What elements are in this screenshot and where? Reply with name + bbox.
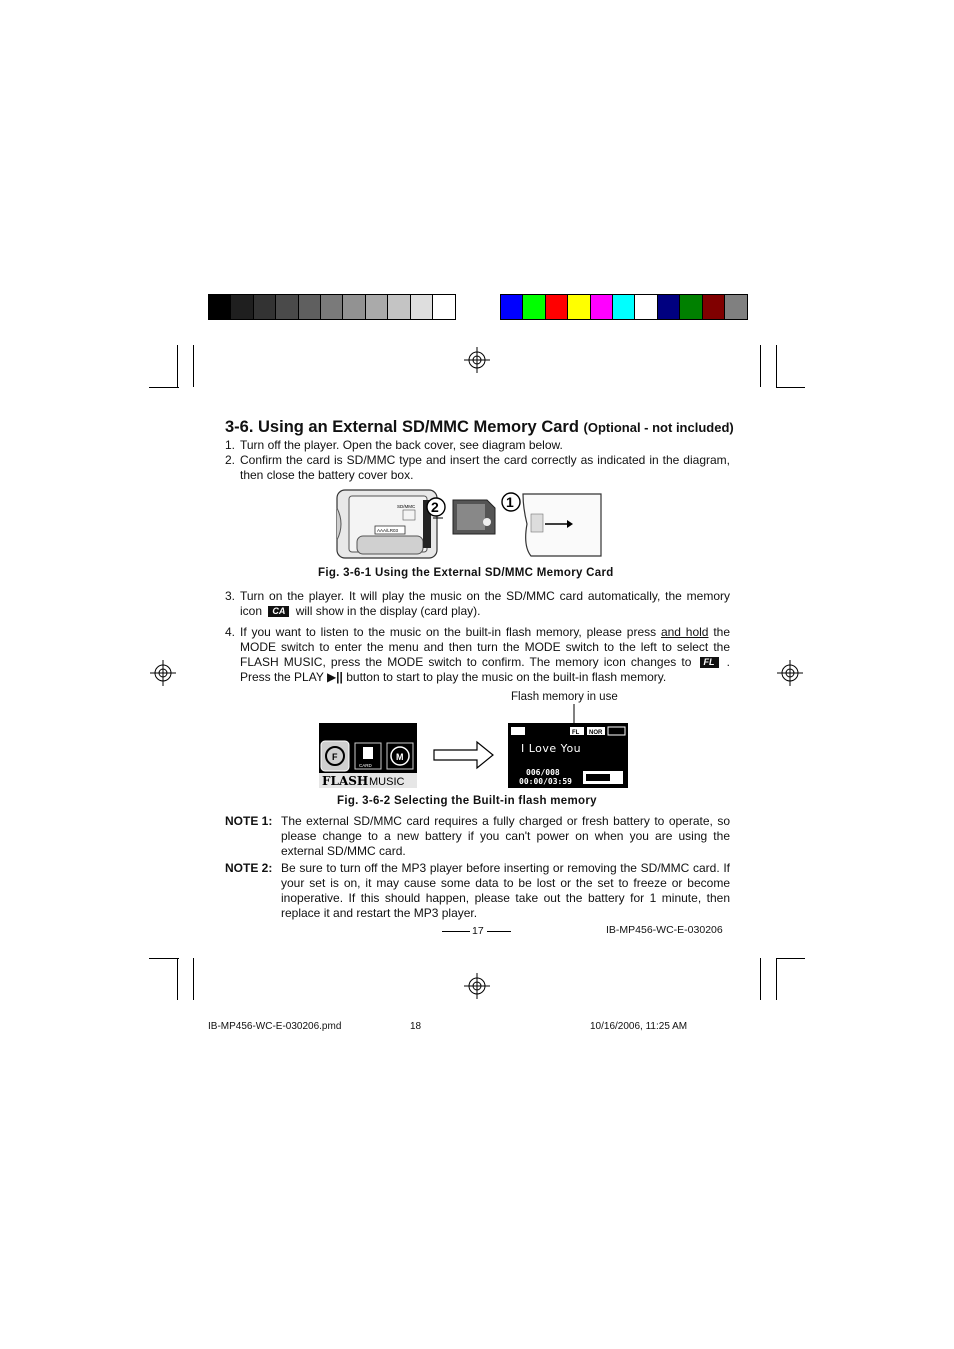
- gray-swatch: [433, 295, 455, 319]
- step-3-text-a: Turn on the player. It will play the music on the SD/MMC card automatically, the memory icon: [240, 589, 730, 618]
- step-text: Confirm the card is SD/MMC type and insert the card correctly as indicated in the diagram, then close the battery cover box.: [240, 453, 730, 482]
- registration-mark-bottom: [464, 973, 490, 999]
- transition-arrow-icon: [433, 740, 495, 770]
- figure-1-caption: Fig. 3-6-1 Using the External SD/MMC Memory Card: [318, 567, 614, 579]
- section-heading: [225, 418, 734, 437]
- gray-swatch: [321, 295, 343, 319]
- menu-flash-label: FLASH: [322, 774, 369, 788]
- color-calibration-bar: [500, 294, 748, 320]
- color-swatch: [658, 295, 680, 319]
- menu-music-label: MUSIC: [369, 776, 405, 788]
- card-insertion-illustration: [335, 488, 603, 560]
- step-text: Turn off the player. Open the back cover, see diagram below.: [240, 438, 563, 452]
- svg-text:F: F: [332, 752, 338, 762]
- color-swatch: [501, 295, 523, 319]
- page-number-rule-left: [442, 931, 470, 932]
- color-swatch: [523, 295, 545, 319]
- screen-song-title: I Love You: [521, 742, 582, 755]
- step-2-label: 2: [431, 499, 439, 515]
- note-text: The external SD/MMC card requires a fully charged or fresh battery to operate, so please change to a new battery if you can't power on when you are using the external SD/MMC card.: [281, 814, 730, 858]
- player-screen: [508, 723, 628, 788]
- screen-track: 006/008: [526, 768, 560, 777]
- registration-mark-right: [777, 660, 803, 686]
- step-3: [225, 589, 730, 619]
- flash-annotation: Flash memory in use: [511, 691, 618, 703]
- step-4-text-b: the MODE switch to enter the menu and then turn the MODE switch to the left to select the FLASH MUSIC, press the MODE switch to confirm. The memory icon changes to: [240, 625, 730, 669]
- battery-label: AAA/LR03: [377, 528, 399, 533]
- step-4-text-c: . Press the PLAY: [240, 655, 730, 684]
- step-4: [225, 625, 730, 685]
- gray-swatch: [343, 295, 365, 319]
- color-swatch: [680, 295, 702, 319]
- step-number: 4.: [225, 625, 236, 639]
- play-pause-icon: ▶||: [326, 670, 343, 684]
- step-item: [225, 438, 730, 453]
- note-text: Be sure to turn off the MP3 player before inserting or removing the SD/MMC card. If your set is on, it may cause some data to be lost or the set to freeze or become inoperative. If this should happen, please take out the battery for 1 minute, then replace it and restart the MP3 player.: [281, 861, 730, 920]
- step-4-text-d: button to start to play the music on the built-in flash memory.: [346, 670, 667, 684]
- page-number: 17: [472, 925, 484, 937]
- slot-label: SD/MMC: [397, 504, 416, 509]
- step-number: 2.: [225, 453, 236, 467]
- figure-2-caption: Fig. 3-6-2 Selecting the Built-in flash memory: [337, 795, 597, 807]
- grayscale-calibration-bar: [208, 294, 456, 320]
- svg-text:M: M: [396, 752, 404, 762]
- gray-swatch: [231, 295, 253, 319]
- step-1-label: 1: [506, 494, 514, 510]
- print-date: 10/16/2006, 11:25 AM: [590, 1021, 688, 1032]
- step-number: 3.: [225, 589, 236, 603]
- note-label: NOTE 1:: [225, 814, 273, 828]
- card-icon-label: CARD: [359, 763, 372, 768]
- step-4-text-a: If you want to listen to the music on the built-in flash memory, please press: [240, 625, 657, 639]
- document-code: IB-MP456-WC-E-030206: [606, 924, 723, 936]
- gray-swatch: [299, 295, 321, 319]
- gray-swatch: [388, 295, 410, 319]
- registration-mark-left: [150, 660, 176, 686]
- color-swatch: [613, 295, 635, 319]
- color-swatch: [725, 295, 747, 319]
- screen-time: 00:00/03:59: [519, 777, 572, 786]
- page-number-rule-right: [487, 931, 511, 932]
- gray-swatch: [276, 295, 298, 319]
- section-optional-note: (Optional - not included): [583, 420, 734, 435]
- color-swatch: [546, 295, 568, 319]
- steps-list: [225, 438, 730, 483]
- flash-memory-icon: FL: [700, 657, 719, 668]
- screen-mode: NOR: [589, 730, 603, 736]
- menu-screen: [319, 723, 417, 788]
- note-label: NOTE 2:: [225, 861, 273, 875]
- gray-swatch: [209, 295, 231, 319]
- section-title: 3-6. Using an External SD/MMC Memory Card: [225, 418, 579, 436]
- screen-fl-icon: FL: [572, 730, 580, 736]
- note-1: [225, 814, 730, 859]
- gray-swatch: [366, 295, 388, 319]
- color-swatch: [568, 295, 590, 319]
- step-4-underlined: and hold: [660, 625, 709, 639]
- card-memory-icon: CA: [268, 606, 289, 617]
- step-item: [225, 453, 730, 483]
- note-2: [225, 861, 730, 921]
- color-swatch: [591, 295, 613, 319]
- step-number: 1.: [225, 438, 236, 452]
- color-swatch: [635, 295, 657, 319]
- color-swatch: [703, 295, 725, 319]
- gray-swatch: [411, 295, 433, 319]
- step-3-text-b: will show in the display (card play).: [295, 604, 481, 618]
- registration-mark-top: [464, 347, 490, 373]
- gray-swatch: [254, 295, 276, 319]
- print-page-number: 18: [410, 1021, 422, 1032]
- print-file-name: IB-MP456-WC-E-030206.pmd: [208, 1021, 342, 1032]
